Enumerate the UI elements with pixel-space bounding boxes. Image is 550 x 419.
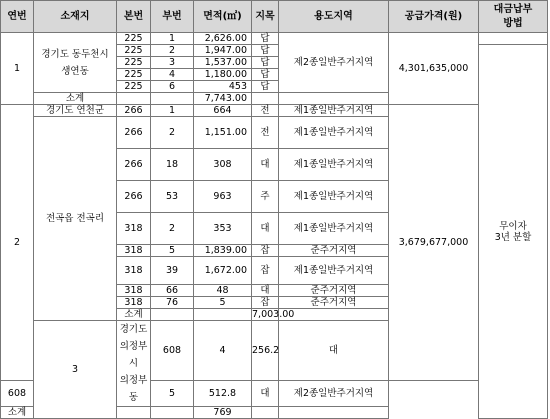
header-zoning: 용도지역	[279, 1, 389, 33]
main-lot-cell: 225	[117, 57, 151, 69]
area-cell: 664	[194, 105, 252, 117]
group3-location-line2: 의정부동	[119, 375, 148, 403]
category-cell: 답	[252, 45, 279, 57]
sub-lot-cell: 2	[151, 213, 194, 245]
sub-lot-cell: 53	[151, 181, 194, 213]
payment-line1: 무이자	[499, 220, 527, 232]
category-cell: 잡	[252, 245, 279, 257]
header-sub-lot: 부번	[151, 1, 194, 33]
group3-no: 3	[34, 321, 117, 419]
area-cell: 1,180.00	[194, 69, 252, 81]
main-lot-cell: 318	[117, 297, 151, 309]
group1-zoning: 제2종일반주거지역	[279, 33, 389, 93]
category-cell: 답	[252, 57, 279, 69]
zoning-cell: 준주거지역	[279, 285, 389, 297]
category-cell: 답	[252, 81, 279, 93]
group2-no: 2	[1, 105, 34, 381]
zoning-cell: 제1종일반주거지역	[279, 105, 389, 117]
zoning-cell: 제1종일반주거지역	[279, 117, 389, 149]
header-payment-line1: 대금납부	[493, 3, 533, 15]
area-cell: 256.2	[252, 321, 279, 381]
main-lot-cell: 318	[117, 213, 151, 245]
zoning-cell: 제1종일반주거지역	[279, 181, 389, 213]
header-payment	[479, 1, 548, 33]
group1-location	[34, 33, 117, 93]
group2-location-top: 경기도 연천군	[34, 105, 117, 117]
main-lot-cell: 266	[117, 149, 151, 181]
sub-lot-cell: 76	[151, 297, 194, 309]
category-cell: 대	[252, 149, 279, 181]
area-cell: 353	[194, 213, 252, 245]
header-area: 면적(㎡)	[194, 1, 252, 33]
group1-location-line1: 경기도 동두천시	[41, 48, 109, 60]
category-cell: 전	[252, 105, 279, 117]
payment-blank-top	[479, 33, 548, 45]
group3-subtotal-area: 769	[194, 407, 252, 419]
category-cell: 답	[252, 69, 279, 81]
category-cell: 답	[252, 33, 279, 45]
area-cell: 1,839.00	[194, 245, 252, 257]
group1-location-line2: 생연동	[61, 65, 89, 77]
group2-location-main: 전곡읍 전곡리	[34, 117, 117, 321]
main-lot-cell: 318	[117, 257, 151, 285]
header-main-lot: 본번	[117, 1, 151, 33]
zoning-cell: 제2종일반주거지역	[279, 381, 389, 407]
main-lot-cell: 608	[151, 321, 194, 381]
group1-price: 4,301,635,000	[389, 33, 479, 105]
area-cell: 48	[194, 285, 252, 297]
main-lot-cell: 608	[1, 381, 34, 407]
header-price: 공급가격(원)	[389, 1, 479, 33]
sub-lot-cell: 1	[151, 105, 194, 117]
group3-subtotal-label: 소계	[1, 407, 34, 419]
group1-no: 1	[1, 33, 34, 105]
header-payment-line2: 방법	[503, 17, 523, 29]
sub-lot-cell: 39	[151, 257, 194, 285]
group1-subtotal-area: 7,743.00	[194, 93, 252, 105]
area-cell: 5	[194, 297, 252, 309]
main-lot-cell: 266	[117, 181, 151, 213]
group2-subtotal-label: 소계	[117, 309, 151, 321]
sub-lot-cell: 2	[151, 45, 194, 57]
payment-line2: 3년 분할	[494, 231, 532, 243]
sub-lot-cell: 5	[151, 381, 194, 407]
category-cell: 대	[252, 285, 279, 297]
main-lot-cell: 318	[117, 285, 151, 297]
sub-lot-cell: 4	[194, 321, 252, 381]
zoning-cell: 제1종일반주거지역	[279, 149, 389, 181]
category-cell: 전	[252, 117, 279, 149]
header-location: 소재지	[34, 1, 117, 33]
main-lot-cell: 225	[117, 81, 151, 93]
area-cell: 308	[194, 149, 252, 181]
category-cell: 대	[252, 213, 279, 245]
category-cell: 잡	[252, 297, 279, 309]
main-lot-cell: 225	[117, 69, 151, 81]
sub-lot-cell: 3	[151, 57, 194, 69]
sub-lot-cell: 2	[151, 117, 194, 149]
main-lot-cell: 266	[117, 117, 151, 149]
main-lot-cell: 266	[117, 105, 151, 117]
group2-price: 3,679,677,000	[389, 105, 479, 381]
area-cell: 1,151.00	[194, 117, 252, 149]
header-land-category: 지목	[252, 1, 279, 33]
header-no: 연번	[1, 1, 34, 33]
table-row	[1, 105, 548, 117]
sub-lot-cell: 18	[151, 149, 194, 181]
payment-method	[479, 45, 548, 419]
category-cell: 잡	[252, 257, 279, 285]
area-cell: 1,537.00	[194, 57, 252, 69]
main-lot-cell: 318	[117, 245, 151, 257]
group3-location-line1: 경기도 의정부시	[119, 324, 148, 369]
zoning-cell: 준주거지역	[279, 245, 389, 257]
area-cell: 2,626.00	[194, 33, 252, 45]
group3-location	[117, 321, 151, 407]
zoning-cell: 준주거지역	[279, 297, 389, 309]
zoning-cell: 제1종일반주거지역	[279, 257, 389, 285]
area-cell: 453	[194, 81, 252, 93]
header-row	[1, 1, 548, 33]
table-row	[1, 33, 548, 45]
sub-lot-cell: 5	[151, 245, 194, 257]
category-cell: 주	[252, 181, 279, 213]
category-cell: 대	[252, 381, 279, 407]
zoning-cell: 제1종일반주거지역	[279, 213, 389, 245]
group2-subtotal-area: 7,003.00	[252, 309, 295, 320]
sub-lot-cell: 6	[151, 81, 194, 93]
area-cell: 1,947.00	[194, 45, 252, 57]
sub-lot-cell: 1	[151, 33, 194, 45]
main-lot-cell: 225	[117, 33, 151, 45]
area-cell: 1,672.00	[194, 257, 252, 285]
main-lot-cell: 225	[117, 45, 151, 57]
area-cell: 512.8	[194, 381, 252, 407]
sub-lot-cell: 66	[151, 285, 194, 297]
category-cell: 대	[279, 321, 389, 381]
group1-subtotal-label: 소계	[34, 93, 117, 105]
area-cell: 963	[194, 181, 252, 213]
sub-lot-cell: 4	[151, 69, 194, 81]
